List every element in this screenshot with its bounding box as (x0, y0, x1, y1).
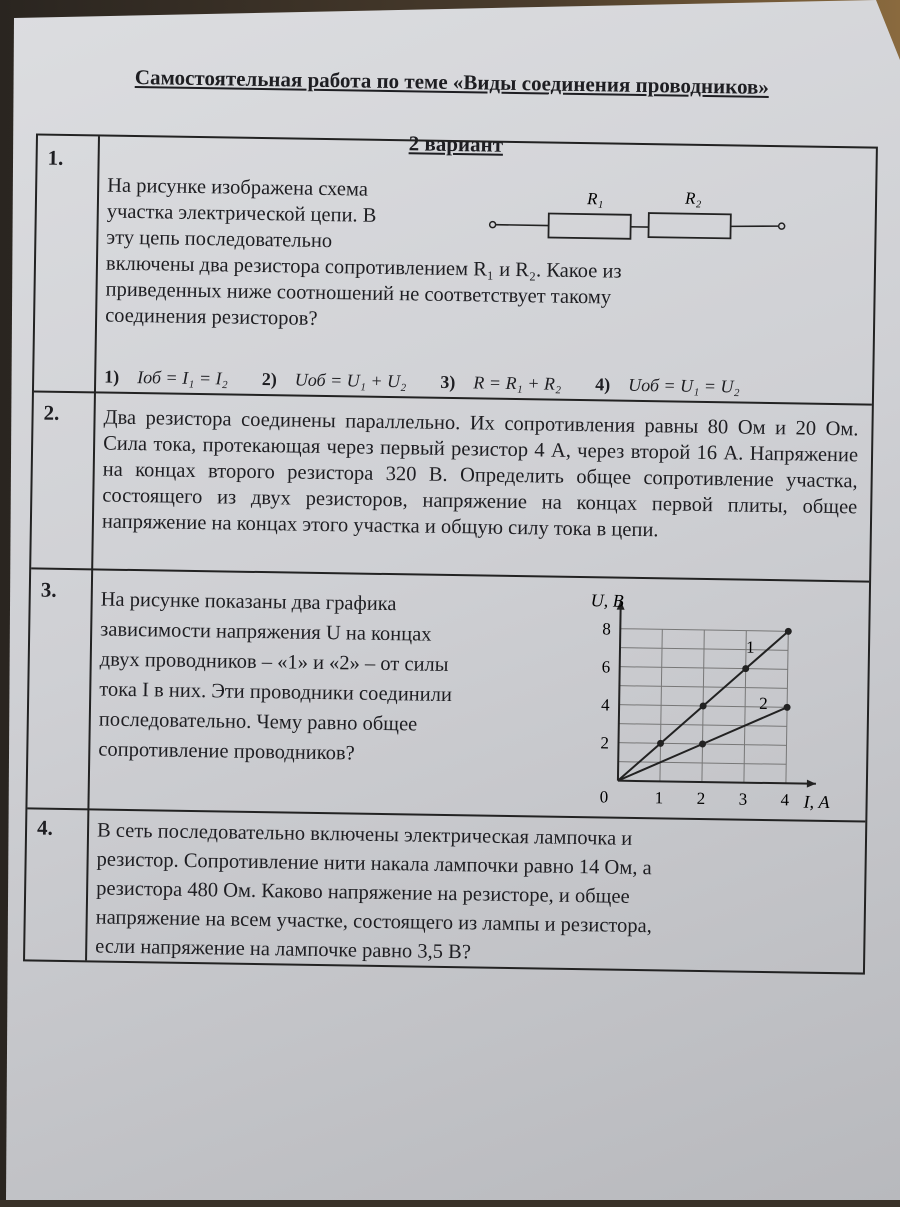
task-1-text-left (106, 173, 467, 257)
answer-number: 2) (262, 369, 277, 389)
task-4-line: резистора 480 Ом. Каково напряжение на резисторе, и общее (96, 874, 861, 915)
task-number: 3. (41, 578, 81, 604)
resistor-r2 (648, 213, 730, 238)
answer-formula: R = R₁ + R₂ (473, 372, 561, 393)
task-1-line: На рисунке изображена схема (107, 173, 467, 205)
task-1-line: приведенных ниже соотношений не соответствует такому (105, 277, 845, 315)
label-r1: R₁ (586, 189, 604, 208)
task-3-line: тока I в них. Эти проводники соединили (99, 675, 549, 712)
terminal-left (490, 222, 496, 228)
x-tick-label: 3 (739, 790, 748, 809)
x-tick-label: 2 (697, 789, 706, 808)
answer-number: 1) (104, 367, 119, 387)
answer-option (104, 367, 228, 390)
task-1-line: включены два резистора сопротивлением R₁ и R₂. Какое из (106, 251, 846, 289)
answer-formula: Iоб = I₁ = I₂ (137, 367, 228, 388)
x-axis-arrow (807, 780, 816, 788)
circuit-diagram (476, 172, 817, 257)
answer-formula: Uоб = U₁ + U₂ (295, 370, 407, 392)
task-3-line: двух проводников – «1» и «2» – от силы (100, 645, 550, 682)
task-number: 4. (37, 816, 77, 842)
task-3-line: последовательно. Чему равно общее (99, 705, 549, 742)
variant-label: 2 вариант (356, 130, 556, 158)
answer-option (262, 369, 407, 392)
x-axis-label: I, А (802, 792, 830, 812)
task-3-text (98, 585, 551, 772)
voltage-current-graph (582, 580, 846, 820)
data-point (699, 740, 706, 747)
task-4-line: резистор. Сопротивление нити накала лампочки равно 14 Ом, а (96, 845, 861, 886)
answer-option (440, 372, 561, 395)
series-label: 2 (759, 694, 768, 713)
y-tick-label: 8 (602, 619, 611, 638)
task-4-line: напряжение на всем участке, состоящего из лампы и резистора, (95, 903, 860, 944)
data-point (784, 704, 791, 711)
y-axis-label: U, В (591, 590, 624, 611)
task-number: 2. (43, 401, 83, 427)
task-2-text: Два резистора соединены параллельно. Их сопротивления равны 80 Ом и 20 Ом. Сила тока, протекающая через первый резистор 4 А, через второй 16 А. Напряжение на концах второго резистора 320 В. Определить общее сопротивление участка, состоящего из двух резисторов, напряжение на концах первой плиты, общее напряжение на концах этого участка и общую силу тока в цепи. (102, 405, 859, 547)
x-tick-label: 1 (655, 788, 664, 807)
x-tick-label: 4 (780, 790, 789, 809)
label-r2: R₂ (684, 189, 702, 208)
series-label: 1 (746, 638, 755, 657)
task-4-text (95, 816, 862, 973)
wire (731, 225, 779, 227)
resistor-r1 (548, 214, 630, 239)
answer-number: 4) (595, 374, 610, 394)
y-tick-label: 4 (601, 695, 610, 714)
answer-option (595, 374, 740, 397)
y-tick-label: 6 (602, 657, 611, 676)
task-3-line: На рисунке показаны два графика (100, 585, 550, 622)
wire (496, 225, 549, 226)
task-4-line: если напряжение на лампочке равно 3,5 В? (95, 932, 860, 973)
origin-label: 0 (600, 787, 609, 806)
task-1-text-full (105, 251, 846, 341)
terminal-right (779, 223, 785, 229)
y-axis (618, 601, 621, 781)
task-3-line: зависимости напряжения U на концах (100, 615, 550, 652)
y-tick-label: 2 (600, 733, 609, 752)
task-3-line: сопротивление проводников? (98, 735, 548, 772)
task-number: 1. (47, 146, 87, 172)
page-title: Самостоятельная работа по теме «Виды соединения проводников» (102, 64, 802, 100)
task-4-line: В сеть последовательно включены электрическая лампочка и (97, 816, 862, 857)
answer-formula: Uоб = U₁ = U₂ (628, 375, 740, 397)
task-1-line: участка электрической цепи. В (107, 199, 467, 231)
task-1-line: эту цепь последовательно (106, 225, 466, 257)
tasks-table (23, 133, 878, 974)
answer-number: 3) (440, 372, 455, 392)
row-divider (31, 567, 869, 582)
task-1-line: соединения резисторов? (105, 303, 845, 341)
